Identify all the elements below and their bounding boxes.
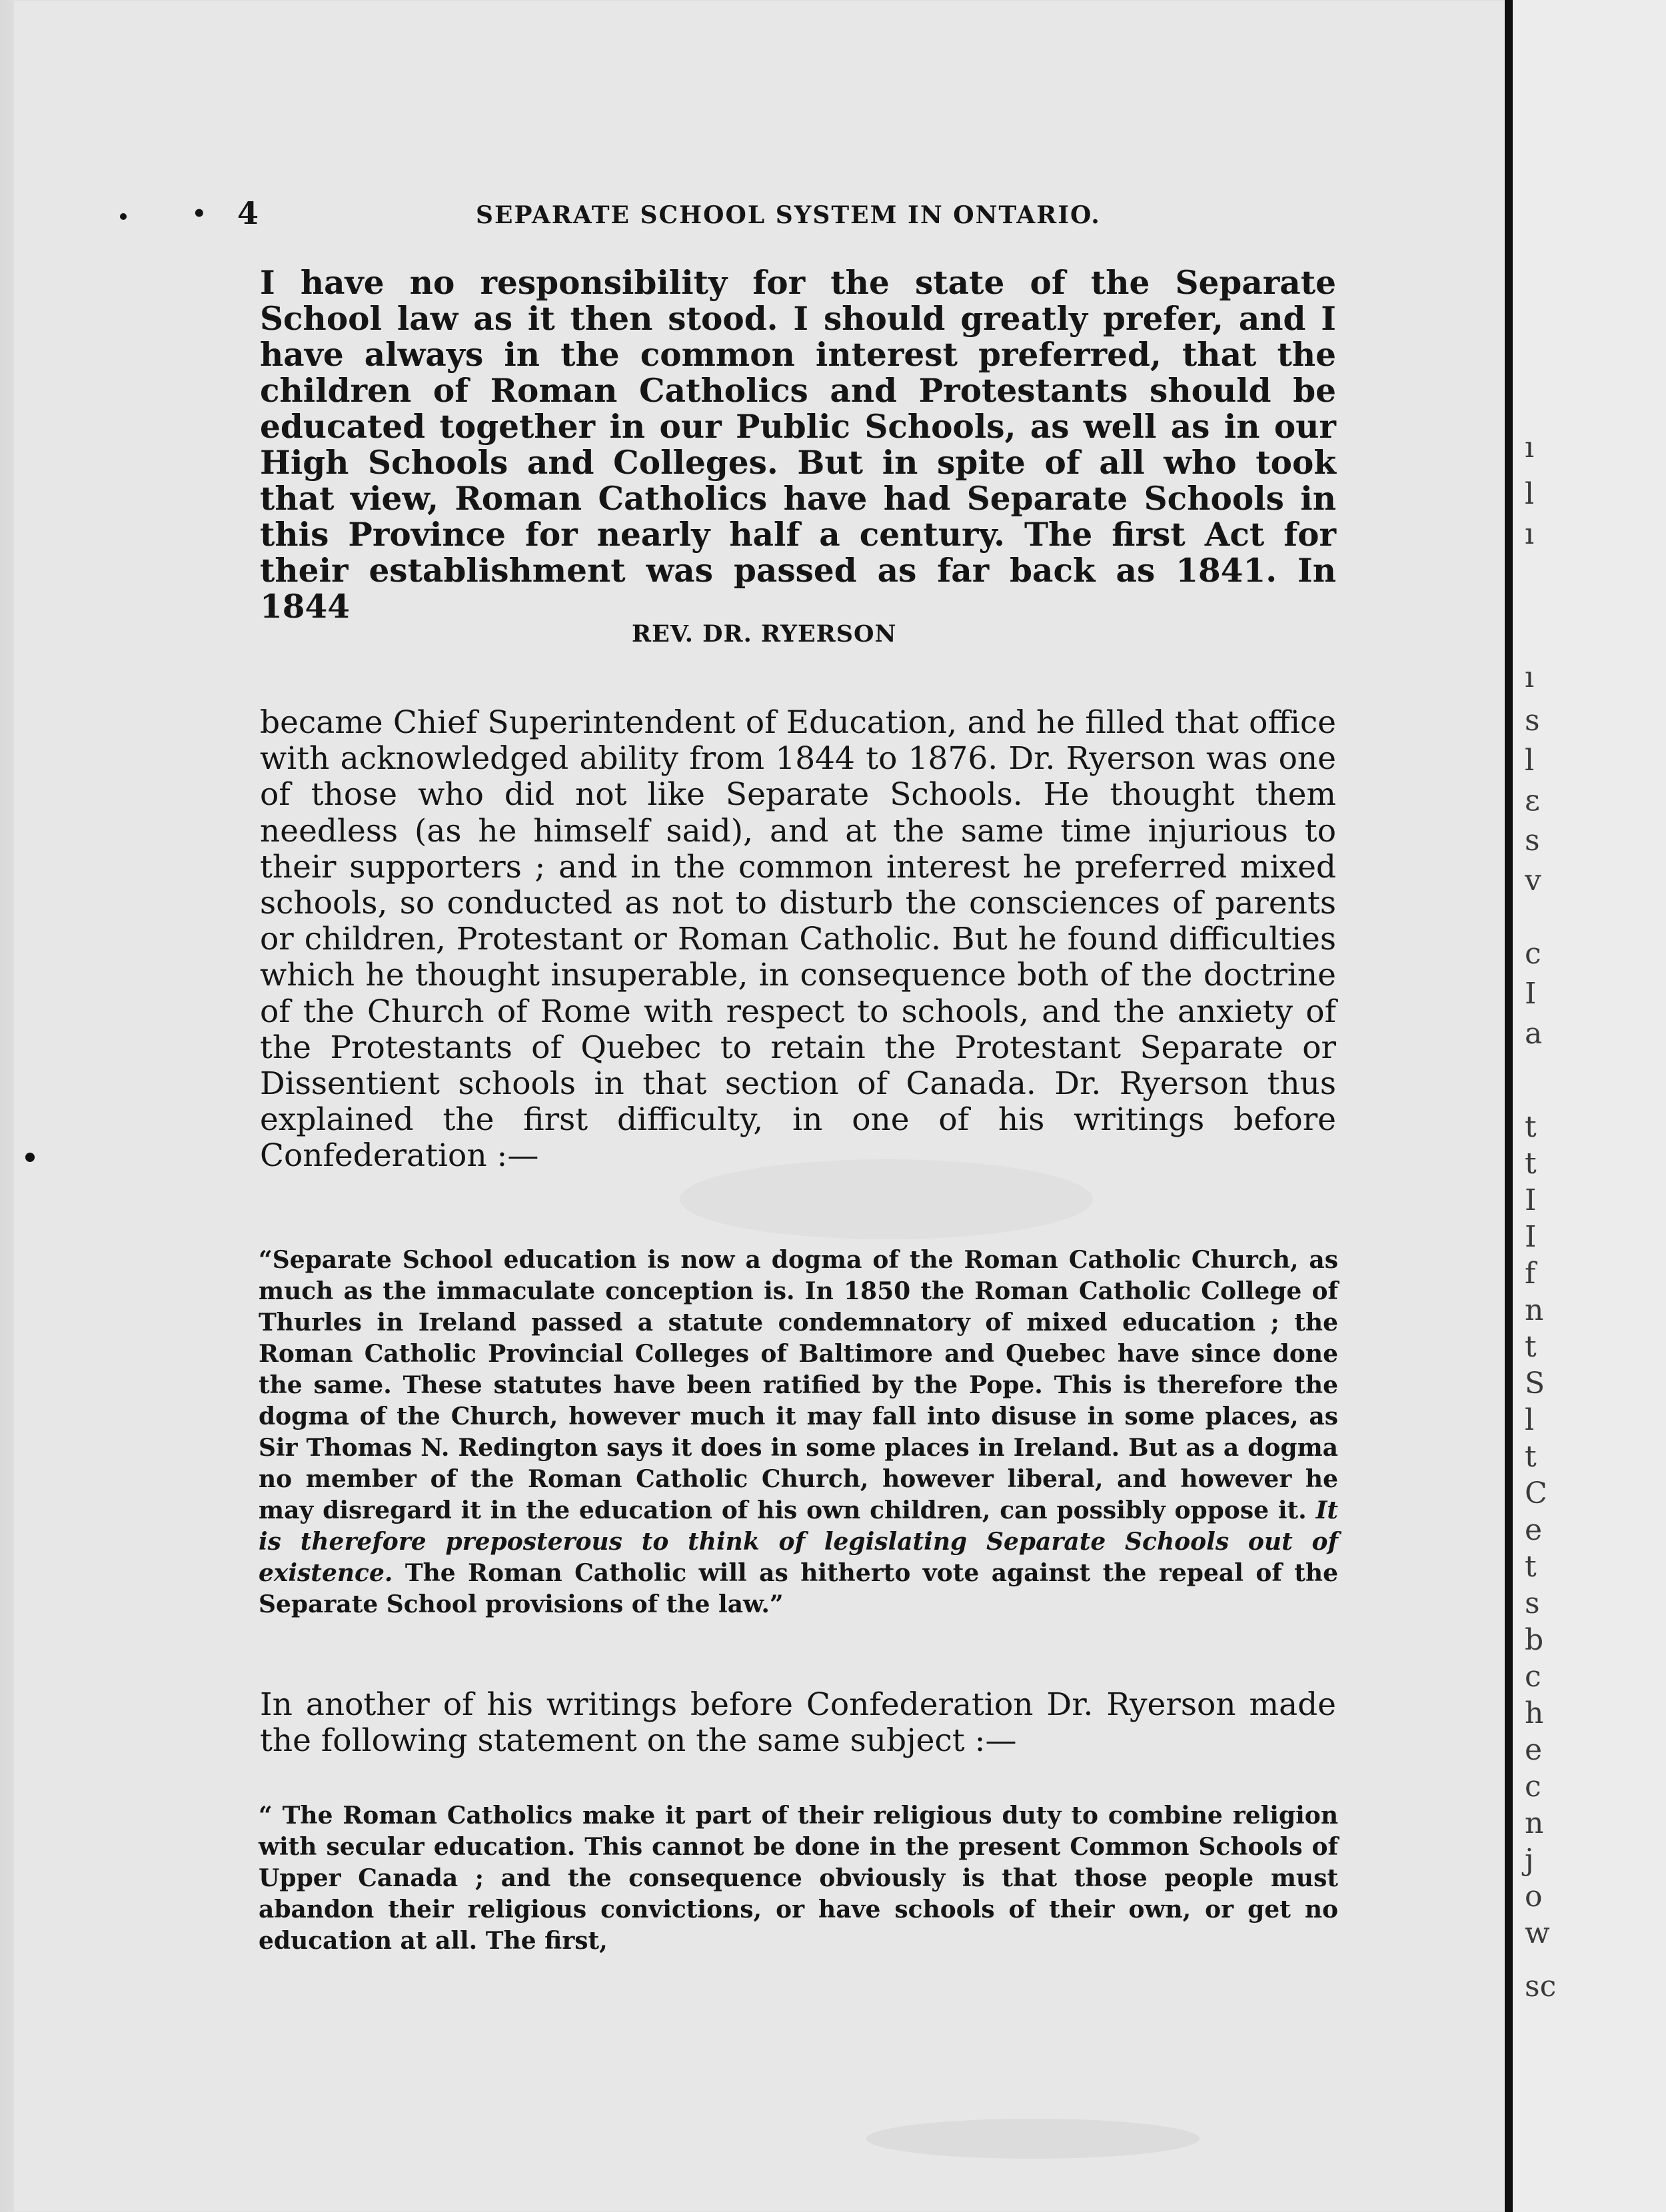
adjacent-text-fragment: n	[1525, 1806, 1544, 1840]
adjacent-text-fragment: t	[1525, 1550, 1537, 1584]
adjacent-text-fragment: a	[1525, 1017, 1543, 1051]
margin-bullet: •	[192, 201, 207, 227]
ryerson-quote-1	[259, 1245, 1338, 1658]
adjacent-text-fragment: l	[1525, 744, 1535, 778]
quote-text: “Separate School education is now a dogma of the Roman Catholic Church, as much as the immaculate conception is. In 1850 the Roman Catholic College of Thurles in Ireland passed a statute condemnatory of mixed education ; the Roman Catholic Provincial Colleges of Baltimore and Quebec have since done the same. These statutes have been ratified by the Pope. This is therefore the dogma of the Church, however much it may fall into disuse in some places, as Sir Thomas N. Redington says it does in some places in Ireland. But as a dogma no member of the Roman Catholic Church, however liberal, and however he may disregard it in the education of his own children, can possibly oppose it.	[259, 1246, 1338, 1524]
adjacent-text-fragment: j	[1525, 1843, 1534, 1877]
adjacent-text-fragment: n	[1525, 1293, 1544, 1327]
page-header	[192, 195, 1325, 235]
adjacent-text-fragment: c	[1525, 1660, 1541, 1694]
adjacent-text-fragment: b	[1525, 1623, 1544, 1657]
section-heading: REV. DR. RYERSON	[632, 620, 897, 648]
adjacent-text-fragment: s	[1525, 1586, 1540, 1620]
transition-paragraph: In another of his writings before Confederation Dr. Ryerson made the following statement on the same subject :—	[260, 1686, 1336, 1760]
adjacent-text-fragment: ε	[1525, 784, 1540, 818]
margin-speck	[120, 213, 127, 220]
page-number: 4	[237, 195, 259, 231]
running-head: SEPARATE SCHOOL SYSTEM IN ONTARIO.	[476, 201, 1101, 229]
margin-speck	[25, 1153, 35, 1162]
adjacent-text-fragment: c	[1525, 937, 1541, 971]
adjacent-page-fragment	[1513, 0, 1666, 2212]
quote-italic-text: It is therefore preposterous to think of legislating Separate Schools out of existence.	[259, 1496, 1338, 1587]
adjacent-text-fragment: v	[1525, 863, 1541, 897]
adjacent-text-fragment: I	[1525, 1220, 1537, 1254]
adjacent-text-fragment: ı	[1525, 517, 1535, 551]
adjacent-text-fragment: ı	[1525, 660, 1535, 694]
adjacent-text-fragment: o	[1525, 1880, 1543, 1914]
adjacent-text-fragment: e	[1525, 1513, 1543, 1547]
adjacent-text-fragment: l	[1525, 477, 1535, 511]
adjacent-text-fragment: C	[1525, 1476, 1547, 1510]
adjacent-text-fragment: h	[1525, 1696, 1544, 1730]
adjacent-text-fragment: s	[1525, 704, 1540, 738]
book-page	[13, 0, 1506, 2212]
opening-paragraph: I have no responsibility for the state of the Separate School law as it then stood. I should greatly prefer, and I have always in the common interest preferred, that the children of Roman Catholics and Protestants should be educated together in our Public Schools, as well as in our High Schools and Colleges. But in spite of all who took that view, Roman Catholics have had Separate Schools in this Province for nearly half a century. The first Act for their establishment was passed as far back as 1841. In 1844	[260, 264, 1336, 626]
ryerson-paragraph: became Chief Superintendent of Education, and he filled that office with acknowledged ability from 1844 to 1876. Dr. Ryerson was one of those who did not like Separate Schools. He thought them needless (as he himself said), and at the same time injurious to their supporters ; and in the common interest he preferred mixed schools, so conducted as not to disturb the consciences of parents or children, Protestant or Roman Catholic. But he found difficulties which he thought insuperable, in consequence both of the doctrine of the Church of Rome with respect to schools, and the anxiety of the Protestants of Quebec to retain the Protestant Separate or Dissentient schools in that section of Canada. Dr. Ryerson thus explained the first difficulty, in one of his writings before Confederation :—	[260, 704, 1336, 1175]
ryerson-quote-2: “ The Roman Catholics make it part of their religious duty to combine religion with secular education. This cannot be done in the present Common Schools of Upper Canada ; and the consequence obviously is that those people must abandon their religious convictions, or have schools of their own, or get no education at all. The first,	[259, 1802, 1338, 1955]
adjacent-text-fragment: t	[1525, 1330, 1537, 1364]
page-gutter	[1505, 0, 1513, 2212]
adjacent-text-fragment: c	[1525, 1770, 1541, 1804]
adjacent-text-fragment: t	[1525, 1147, 1537, 1181]
quote-text: The Roman Catholic will as hitherto vote against the repeal of the Separate School provisions of the law.”	[259, 1559, 1338, 1618]
paper-stain	[866, 2119, 1200, 2159]
adjacent-text-fragment: t	[1525, 1440, 1537, 1474]
adjacent-text-fragment: ı	[1525, 430, 1535, 464]
adjacent-text-fragment: e	[1525, 1733, 1543, 1767]
adjacent-text-fragment: w	[1525, 1916, 1550, 1950]
adjacent-text-fragment: t	[1525, 1110, 1537, 1144]
adjacent-text-fragment: l	[1525, 1403, 1535, 1437]
adjacent-text-fragment: I	[1525, 977, 1537, 1011]
adjacent-text-fragment: s	[1525, 824, 1540, 857]
adjacent-text-fragment: I	[1525, 1183, 1537, 1217]
adjacent-text-fragment: sc	[1525, 1969, 1557, 2003]
adjacent-text-fragment: f	[1525, 1257, 1536, 1291]
adjacent-text-fragment: S	[1525, 1367, 1545, 1400]
